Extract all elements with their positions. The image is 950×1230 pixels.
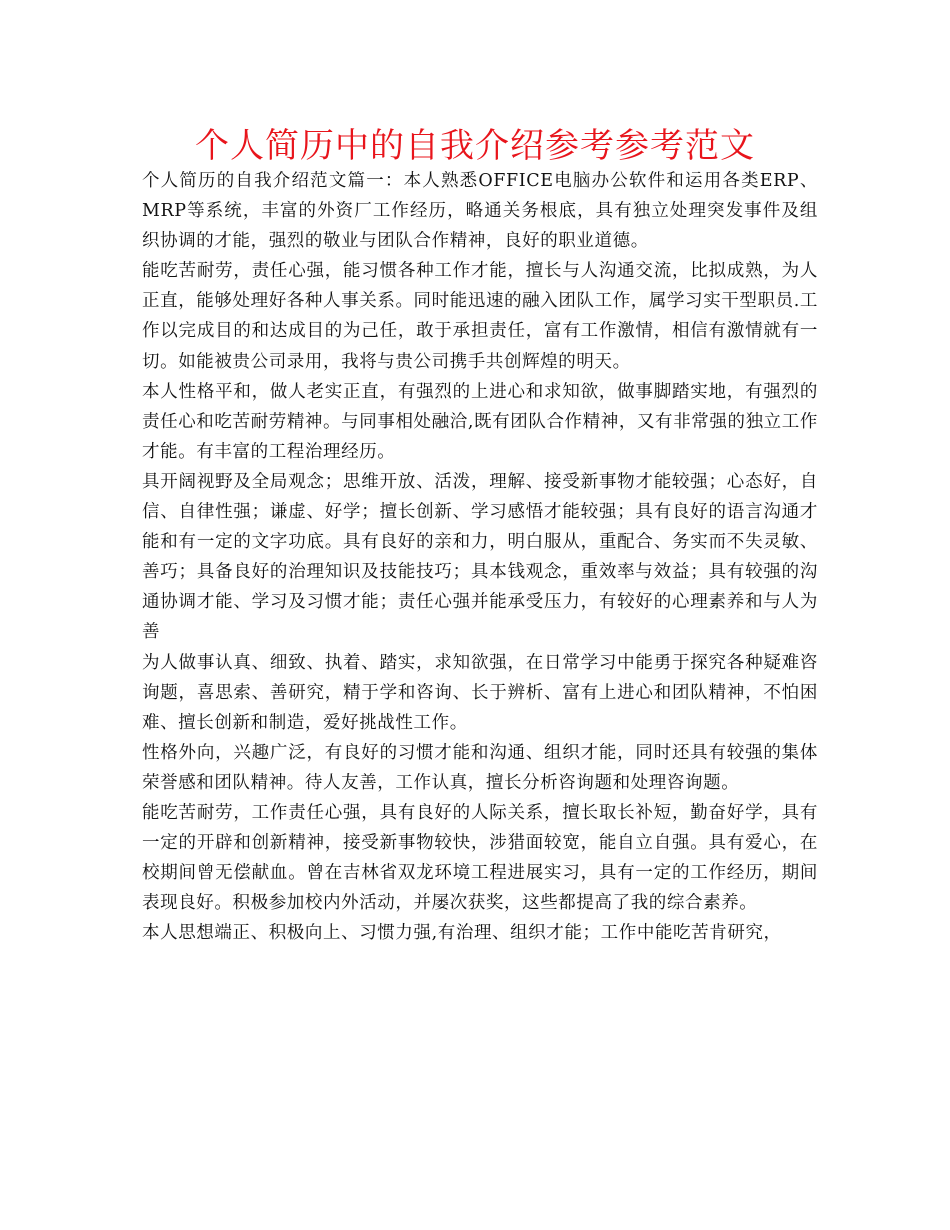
paragraph: 性格外向，兴趣广泛，有良好的习惯才能和沟通、组织才能，同时还具有较强的集体荣誉感和团队精神。待人友善，工作认真，擅长分析咨询题和处理咨询题。 [142, 742, 818, 793]
document-title: 个人简历中的自我介绍参考参考范文 [195, 126, 755, 166]
paragraph: 能吃苦耐劳，工作责任心强，具有良好的人际关系，擅长取长补短，勤奋好学，具有一定的开辟和创新精神，接受新事物较快，涉猎面较宽，能自立自强。具有爱心，在校期间曾无偿献血。曾在吉林省双龙环境工程进展实习，具有一定的工作经历，期间表现良好。积极参加校内外活动，并屡次获奖，这些都提高了我的综合素养。 [142, 802, 818, 914]
paragraph: 个人简历的自我介绍范文篇一：本人熟悉OFFICE电脑办公软件和运用各类ERP、MRP等系统，丰富的外资厂工作经历，略通关务根底，具有独立处理突发事件及组织协调的才能，强烈的敬业与团队合作精神，良好的职业道德。 [142, 171, 818, 252]
paragraph: 本人思想端正、积极向上、习惯力强,有治理、组织才能；工作中能吃苦肯研究， [142, 923, 782, 944]
paragraph: 本人性格平和，做人老实正直，有强烈的上进心和求知欲，做事脚踏实地，有强烈的责任心和吃苦耐劳精神。与同事相处融洽,既有团队合作精神，又有非常强的独立工作才能。有丰富的工程治理经历。 [142, 381, 818, 462]
document-body [142, 166, 818, 948]
paragraph: 能吃苦耐劳，责任心强，能习惯各种工作才能，擅长与人沟通交流，比拟成熟，为人正直，能够处理好各种人事关系。同时能迅速的融入团队工作，属学习实干型职员.工作以完成目的和达成目的为己任，敢于承担责任，富有工作激情，相信有激情就有一切。如能被贵公司录用，我将与贵公司携手共创辉煌的明天。 [142, 261, 818, 372]
paragraph: 具开阔视野及全局观念；思维开放、活泼，理解、接受新事物才能较强；心态好，自信、自律性强；谦虚、好学；擅长创新、学习感悟才能较强；具有良好的语言沟通才能和有一定的文字功底。具有良好的亲和力，明白服从，重配合、务实而不失灵敏、善巧；具备良好的治理知识及技能技巧；具本钱观念，重效率与效益；具有较强的沟通协调才能、学习及习惯才能；责任心强并能承受压力，有较好的心理素养和与人为善 [142, 471, 818, 643]
paragraph: 为人做事认真、细致、执着、踏实，求知欲强，在日常学习中能勇于探究各种疑难咨询题，喜思索、善研究，精于学和咨询、长于辨析、富有上进心和团队精神，不怕困难、擅长创新和制造，爱好挑战性工作。 [142, 652, 818, 733]
